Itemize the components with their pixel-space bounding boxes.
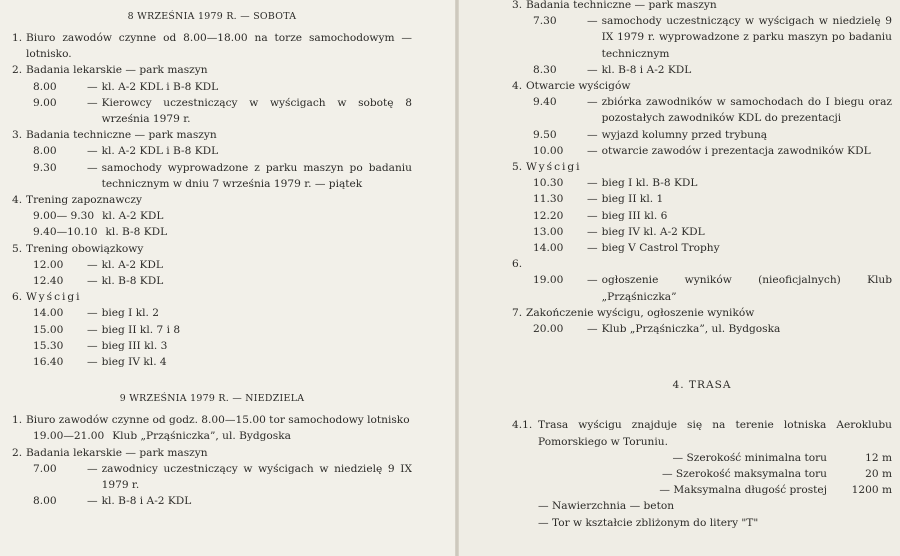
saturday-heading: 8 WRZEŚNIA 1979 R. — SOBOTA <box>127 11 297 22</box>
time: 16.40 <box>33 356 64 369</box>
list-item <box>12 30 412 62</box>
schedule-row: 9.30 — samochody wyprowadzone z parku maszyn po badaniu technicznym w dniu 7 września 1979 r. — piątek <box>33 160 412 192</box>
schedule-row: 19.00 — ogłoszenie wyników (nieoficjalnych) Klub „Prząśniczka” <box>533 272 892 304</box>
item-title: Badania techniczne — park maszyn <box>26 129 217 142</box>
time: 9.00— 9.30 <box>33 210 95 223</box>
schedule-row: 20.00 — Klub „Prząśniczka”, ul. Bydgoska <box>533 321 892 337</box>
item-number: 2. <box>12 64 23 77</box>
row-text: zbiórka zawodników w samochodach do I biegu oraz pozostałych zawodników KDL do prezentacji <box>601 96 892 125</box>
schedule-row: 9.00 — Kierowcy uczestniczący w wyścigach w sobotę 8 września 1979 r. <box>33 95 412 127</box>
row-text: wyjazd kolumny przed trybuną <box>601 128 768 141</box>
row-text: samochody wyprowadzone z parku maszyn po badaniu technicznym w dniu 7 września 1979 r. — piątek <box>101 161 412 190</box>
schedule-row <box>33 224 412 240</box>
item-number: 3. <box>12 129 23 142</box>
dimension-label: — Szerokość minimalna toru <box>672 451 827 464</box>
dimension-value: 12 m <box>865 451 892 464</box>
row-text: kl. A-2 KDL i B-8 KDL <box>101 145 219 158</box>
time: 15.00 <box>33 323 64 336</box>
item-text: Biuro zawodów czynne od godz. 8.00—15.00 tor samochodowy lotnisko <box>26 414 410 427</box>
list-item <box>512 256 892 305</box>
route-item <box>512 417 892 449</box>
item-number: 4.1. <box>512 419 533 432</box>
schedule-row: 14.00 — bieg I kl. 2 <box>33 305 412 321</box>
item-title: Wyścigi <box>26 291 82 304</box>
time: 9.30 <box>33 161 57 174</box>
row-text: bieg II kl. 7 i 8 <box>101 323 181 336</box>
time: 9.00 <box>33 96 57 109</box>
list-item <box>512 159 892 256</box>
item-number: 3. <box>512 0 523 11</box>
time: 20.00 <box>533 323 564 336</box>
item-number: 6. <box>512 258 523 271</box>
surface-note: — Nawierzchnia — beton <box>538 500 675 513</box>
item-text: Biuro zawodów czynne od 8.00—18.00 na torze samochodowym — lotnisko. <box>26 32 412 61</box>
schedule-row: 15.00 — bieg II kl. 7 i 8 <box>33 322 412 338</box>
schedule-row: 13.00 — bieg IV kl. A-2 KDL <box>533 224 892 240</box>
dimension-row <box>538 482 892 498</box>
time: 11.30 <box>533 193 564 206</box>
list-item <box>12 445 412 510</box>
list-item <box>12 192 412 241</box>
dimension-row <box>538 450 892 466</box>
sunday-heading: 9 WRZEŚNIA 1979 R. — NIEDZIELA <box>119 393 305 405</box>
list-item <box>512 0 892 78</box>
dimension-row <box>538 466 892 482</box>
time: 12.20 <box>533 209 564 222</box>
time: 7.30 <box>533 15 557 28</box>
time: 19.00—21.00 <box>33 430 105 443</box>
schedule-row: 12.00 — kl. A-2 KDL <box>33 257 412 273</box>
schedule-row: 8.30 — kl. B-8 i A-2 KDL <box>533 62 892 78</box>
row-text: Klub „Prząśniczka”, ul. Bydgoska <box>601 323 781 336</box>
time: 14.00 <box>33 307 64 320</box>
time: 12.40 <box>33 275 64 288</box>
schedule-row: 11.30 — bieg II kl. 1 <box>533 191 892 207</box>
row-text: kl. A-2 KDL <box>102 210 164 223</box>
item-title: Trening zapoznawczy <box>26 194 142 207</box>
route-dimensions <box>512 450 892 499</box>
dimension-value: 1200 m <box>851 484 892 497</box>
item-number: 5. <box>512 161 523 174</box>
route-notes <box>512 498 892 530</box>
schedule-row <box>33 208 412 224</box>
schedule-row: 14.00 — bieg V Castrol Trophy <box>533 240 892 256</box>
row-text: kl. B-8 i A-2 KDL <box>101 495 192 508</box>
list-item <box>12 127 412 192</box>
schedule-row: 9.40 — zbiórka zawodników w samochodach do I biegu oraz pozostałych zawodników KDL do prezentacji <box>533 94 892 126</box>
time: 13.00 <box>533 225 564 238</box>
item-number: 7. <box>512 306 523 319</box>
row-text: otwarcie zawodów i prezentacja zawodników KDL <box>601 144 871 157</box>
list-item <box>12 241 412 290</box>
dimension-label: — Szerokość maksymalna toru <box>661 468 827 481</box>
schedule-row: 12.20 — bieg III kl. 6 <box>533 208 892 224</box>
list-item <box>512 305 892 337</box>
schedule-row: 7.30 — samochody uczestniczący w wyścigach w niedzielę 9 IX 1979 r. wyprowadzone z parku maszyn po badaniu technicznym <box>533 13 892 62</box>
time: 12.00 <box>33 258 64 271</box>
item-number: 4. <box>12 194 23 207</box>
row-text: bieg IV kl. 4 <box>101 356 167 369</box>
row-text: Kierowcy uczestniczący w wyścigach w sobotę 8 września 1979 r. <box>101 96 412 126</box>
item-number: 2. <box>12 446 23 459</box>
right-page <box>459 0 900 556</box>
row-text: kl. B-8 i A-2 KDL <box>601 63 692 76</box>
item-title: Otwarcie wyścigów <box>526 80 631 93</box>
item-number: 6. <box>12 291 23 304</box>
item-number: 1. <box>12 414 23 427</box>
row-text: zawodnicy uczestniczący w wyścigach w niedzielę 9 IX 1979 r. <box>101 462 412 492</box>
time: 9.40—10.10 <box>33 226 98 239</box>
row-text: bieg V Castrol Trophy <box>601 242 720 255</box>
row-text: kl. A-2 KDL i B-8 KDL <box>101 80 219 93</box>
time: 10.00 <box>533 144 564 157</box>
list-item <box>512 78 892 159</box>
time: 10.30 <box>533 177 564 190</box>
time: 9.40 <box>533 96 557 109</box>
row-text: kl. A-2 KDL <box>101 258 163 271</box>
time: 7.00 <box>33 462 57 475</box>
schedule-row: 8.00 — kl. A-2 KDL i B-8 KDL <box>33 143 412 159</box>
schedule-row: 15.30 — bieg III kl. 3 <box>33 338 412 354</box>
shape-note: — Tor w kształcie zbliżonym do litery "T" <box>538 516 759 529</box>
item-number: 1. <box>12 32 23 44</box>
time: 8.00 <box>33 80 57 93</box>
row-text: bieg III kl. 3 <box>101 339 168 352</box>
dimension-value: 20 m <box>865 468 892 481</box>
row-text: bieg III kl. 6 <box>601 209 668 222</box>
row-text: bieg II kl. 1 <box>601 193 664 206</box>
row-text: kl. B-8 KDL <box>101 275 164 288</box>
row-text: bieg I kl. B-8 KDL <box>601 177 698 190</box>
item-title: Badania lekarskie — park maszyn <box>26 446 208 459</box>
list-item <box>12 62 412 127</box>
right-column <box>512 0 892 531</box>
schedule-row: 10.30 — bieg I kl. B-8 KDL <box>533 175 892 191</box>
time: 8.30 <box>533 63 557 76</box>
item-number: 5. <box>12 242 23 255</box>
time: 8.00 <box>33 145 57 158</box>
item-title: Wyścigi <box>526 161 582 174</box>
row-text: bieg IV kl. A-2 KDL <box>601 225 705 238</box>
row-text: ogłoszenie wyników (nieoficjalnych) Klub „Prząśniczka” <box>601 274 892 303</box>
schedule-row: 12.40 — kl. B-8 KDL <box>33 273 412 289</box>
row-text: kl. B-8 KDL <box>105 226 168 239</box>
row-text: samochody uczestniczący w wyścigach w niedzielę 9 IX 1979 r. wyprowadzone z parku maszyn po badaniu technicznym <box>601 15 892 60</box>
item-title: Badania lekarskie — park maszyn <box>26 64 208 77</box>
schedule-row <box>33 428 412 444</box>
time: 14.00 <box>533 242 564 255</box>
schedule-row: 7.00 — zawodnicy uczestniczący w wyścigach w niedzielę 9 IX 1979 r. <box>33 461 412 493</box>
route-text: Trasa wyścigu znajduje się na terenie lotniska Aeroklubu Pomorskiego w Toruniu. <box>538 419 892 448</box>
schedule-row: 8.00 — kl. A-2 KDL i B-8 KDL <box>33 79 412 95</box>
schedule-row: 8.00 — kl. B-8 i A-2 KDL <box>33 493 412 509</box>
route-section-title: 4. TRASA <box>672 379 732 392</box>
time: 9.50 <box>533 128 557 141</box>
time: 19.00 <box>533 274 564 287</box>
schedule-row: 16.40 — bieg IV kl. 4 <box>33 354 412 370</box>
list-item <box>12 412 412 444</box>
dimension-label: — Maksymalna długość prostej <box>659 484 827 497</box>
item-title: Badania techniczne — park maszyn <box>526 0 717 11</box>
left-column <box>12 4 412 509</box>
schedule-row: 10.00 — otwarcie zawodów i prezentacja zawodników KDL <box>533 143 892 159</box>
schedule-row: 9.50 — wyjazd kolumny przed trybuną <box>533 127 892 143</box>
row-text: bieg I kl. 2 <box>101 307 160 320</box>
row-text: Klub „Prząśniczka”, ul. Bydgoska <box>112 430 291 443</box>
item-title <box>526 256 892 272</box>
time: 15.30 <box>33 339 64 352</box>
list-item <box>12 289 412 370</box>
item-title: Trening obowiązkowy <box>26 242 144 255</box>
item-number: 4. <box>512 80 523 93</box>
time: 8.00 <box>33 495 57 508</box>
item-title: Zakończenie wyścigu, ogłoszenie wyników <box>526 306 755 319</box>
